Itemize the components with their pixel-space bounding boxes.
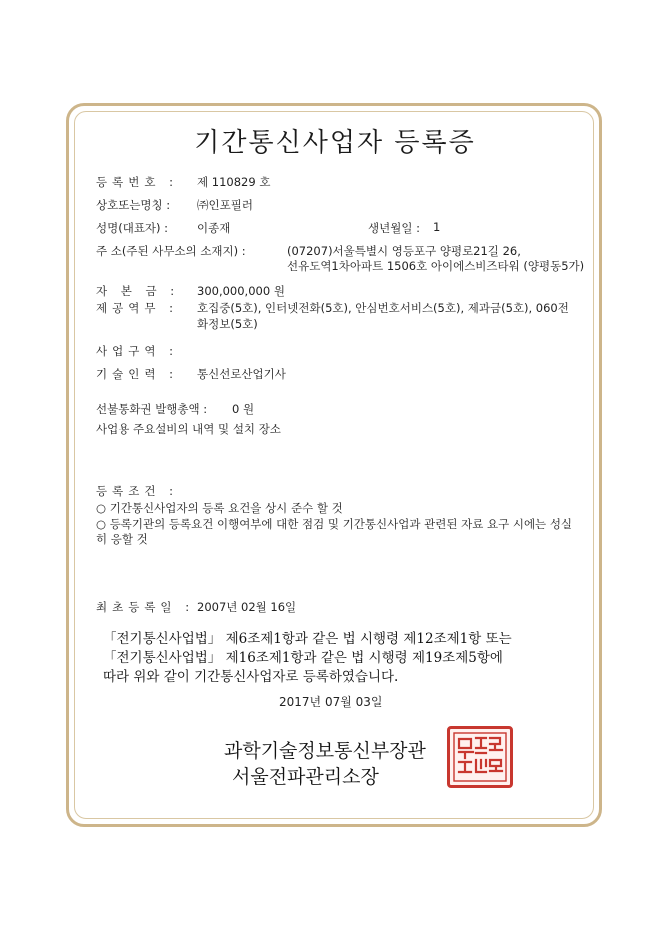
birth-date-label: 생년월일 :: [368, 221, 420, 235]
first-registration-label: 최초등록일 :: [96, 600, 195, 614]
condition-item-2-line-1: ○ 등록기관의 등록요건 이행여부에 대한 점검 및 기간통신사업과 관련된 자료 요구 시에는 성실: [96, 517, 573, 531]
prepaid-amount-label: 선불통화권 발행총액 :: [96, 402, 208, 416]
first-registration-date: 2007년 02월 16일: [197, 600, 297, 614]
certificate-inner-border: [74, 111, 594, 819]
address-label: 주 소(주된 사무소의 소재지) :: [96, 244, 246, 258]
document-title: 기간통신사업자 등록증: [194, 128, 476, 158]
prepaid-amount-value: 0 원: [232, 402, 255, 416]
representative-value: 이종재: [197, 221, 231, 235]
condition-item-2-line-2: 히 응할 것: [96, 532, 148, 546]
company-value: ㈜인포필러: [197, 198, 253, 212]
tech-staff-value: 통신선로산업기사: [197, 367, 286, 381]
service-line-2: 화정보(5호): [197, 317, 258, 331]
statement-line-1: 「전기통신사업법」 제6조제1항과 같은 법 시행령 제12조제1항 또는: [103, 631, 512, 647]
business-area-label: 사업구역 :: [96, 344, 178, 358]
address-line-1: (07207)서울특별시 영등포구 양평로21길 26,: [287, 244, 521, 258]
condition-item-1: ○ 기간통신사업자의 등록 요건을 상시 준수 할 것: [96, 501, 343, 515]
service-line-1: 호집중(5호), 인터넷전화(5호), 안심번호서비스(5호), 제과금(5호), 060전: [197, 301, 569, 315]
birth-date-value: 1: [433, 220, 441, 234]
issue-date: 2017년 07월 03일: [279, 695, 383, 709]
service-label: 제공역무 :: [96, 301, 178, 315]
capital-value: 300,000,000 원: [197, 284, 285, 298]
tech-staff-label: 기술인력 :: [96, 367, 178, 381]
conditions-heading: 등록조건 :: [96, 484, 178, 498]
reg-no-label: 등록번호 :: [96, 175, 178, 189]
official-seal: [447, 726, 513, 788]
representative-label: 성명(대표자) :: [96, 221, 169, 235]
company-label: 상호또는명칭 :: [96, 198, 171, 212]
address-line-2: 선유도역1차아파트 1506호 아이에스비즈타워 (양평동5가): [287, 259, 585, 273]
equipment-label: 사업용 주요설비의 내역 및 설치 장소: [96, 422, 281, 436]
statement-line-3: 따라 위와 같이 기간통신사업자로 등록하였습니다.: [103, 669, 399, 685]
seal-glyphs-icon: [450, 729, 510, 785]
issuer-minister: 과학기술정보통신부장관: [224, 740, 426, 762]
capital-label: 자 본 금 :: [96, 284, 180, 298]
statement-line-2: 「전기통신사업법」 제16조제1항과 같은 법 시행령 제19조제5항에: [103, 650, 503, 666]
reg-no-value: 제 110829 호: [197, 175, 271, 189]
issuer-office: 서울전파관리소장: [232, 766, 379, 788]
